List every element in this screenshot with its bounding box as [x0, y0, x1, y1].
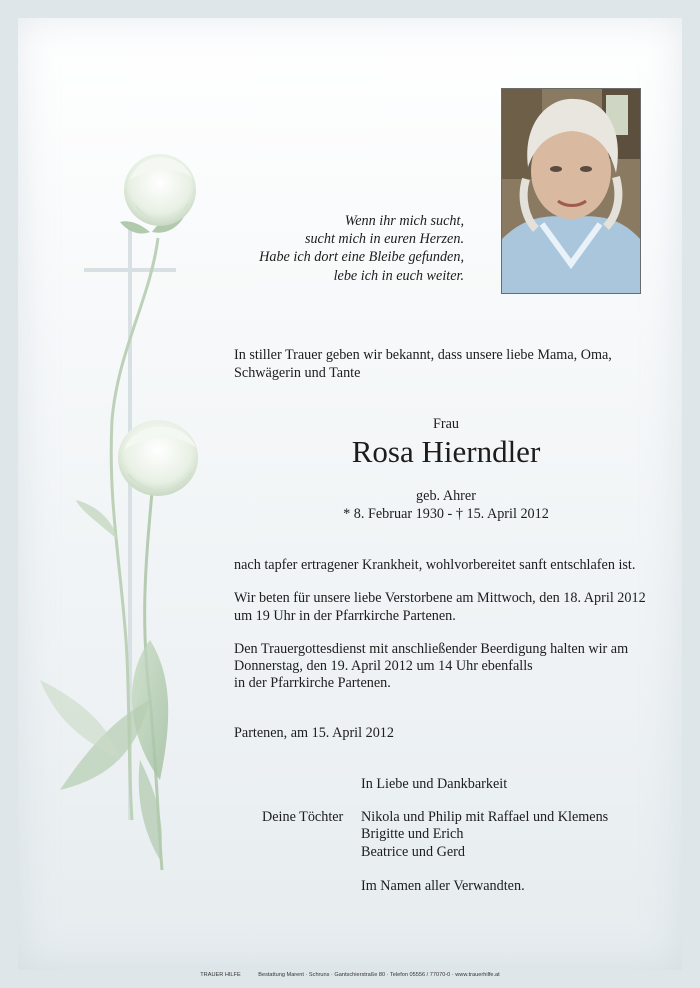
closing-phrase: In Liebe und Dankbarkeit	[361, 776, 508, 792]
life-dates: * 8. Februar 1930 - † 15. April 2012	[343, 506, 549, 522]
service-text: in der Pfarrkirche Partenen.	[234, 675, 391, 691]
cross-horizontal	[84, 268, 176, 272]
footer-details: Bestattung Marent · Schruns · Gantschierstraße 80 · Telefon 05556 / 77070-0 · www.trauerhilfe.at	[258, 972, 500, 978]
deceased-name: Rosa Hierndler	[351, 434, 541, 469]
family-member: Beatrice und Gerd	[361, 844, 465, 860]
farewell-text: Wir beten für unsere liebe Verstorbene am Mittwoch, den 18. April 2012	[234, 590, 646, 606]
farewell-text: um 19 Uhr in der Pfarrkirche Partenen.	[234, 608, 456, 624]
leaf	[76, 500, 118, 540]
portrait-photo	[501, 88, 641, 294]
memorial-poem	[200, 212, 464, 285]
place-date: Partenen, am 15. April 2012	[234, 725, 394, 741]
daughters-label: Deine Töchter	[262, 809, 344, 825]
poem-line: Habe ich dort eine Bleibe gefunden,	[259, 249, 464, 266]
family-member: Brigitte und Erich	[361, 826, 464, 842]
rose-bloom-upper	[124, 154, 196, 226]
passing-text: nach tapfer ertragener Krankheit, wohlvorbereitet sanft entschlafen ist.	[234, 557, 636, 573]
honorific: Frau	[432, 416, 459, 432]
relatives-line: Im Namen aller Verwandten.	[361, 878, 525, 894]
footer	[0, 972, 700, 978]
rose-bloom-lower	[118, 420, 198, 496]
footer-brand: TRAUER HILFE	[200, 972, 241, 978]
service-text: Den Trauergottesdienst mit anschließender Beerdigung halten wir am	[234, 641, 629, 657]
leaf	[120, 221, 150, 233]
intro-line: In stiller Trauer geben wir bekannt, dass unsere liebe Mama, Oma,	[234, 347, 612, 363]
poem-line: sucht mich in euren Herzen.	[304, 231, 464, 248]
birth-name: geb. Ahrer	[416, 488, 476, 504]
family-member: Nikola und Philip mit Raffael und Klemens	[361, 809, 609, 825]
service-text: Donnerstag, den 19. April 2012 um 14 Uhr ebenfalls	[234, 658, 533, 674]
intro-line: Schwägerin und Tante	[234, 365, 361, 381]
leaf	[40, 680, 120, 760]
poem-line: lebe ich in euch weiter.	[333, 267, 464, 284]
poem-line: Wenn ihr mich sucht,	[344, 213, 464, 229]
